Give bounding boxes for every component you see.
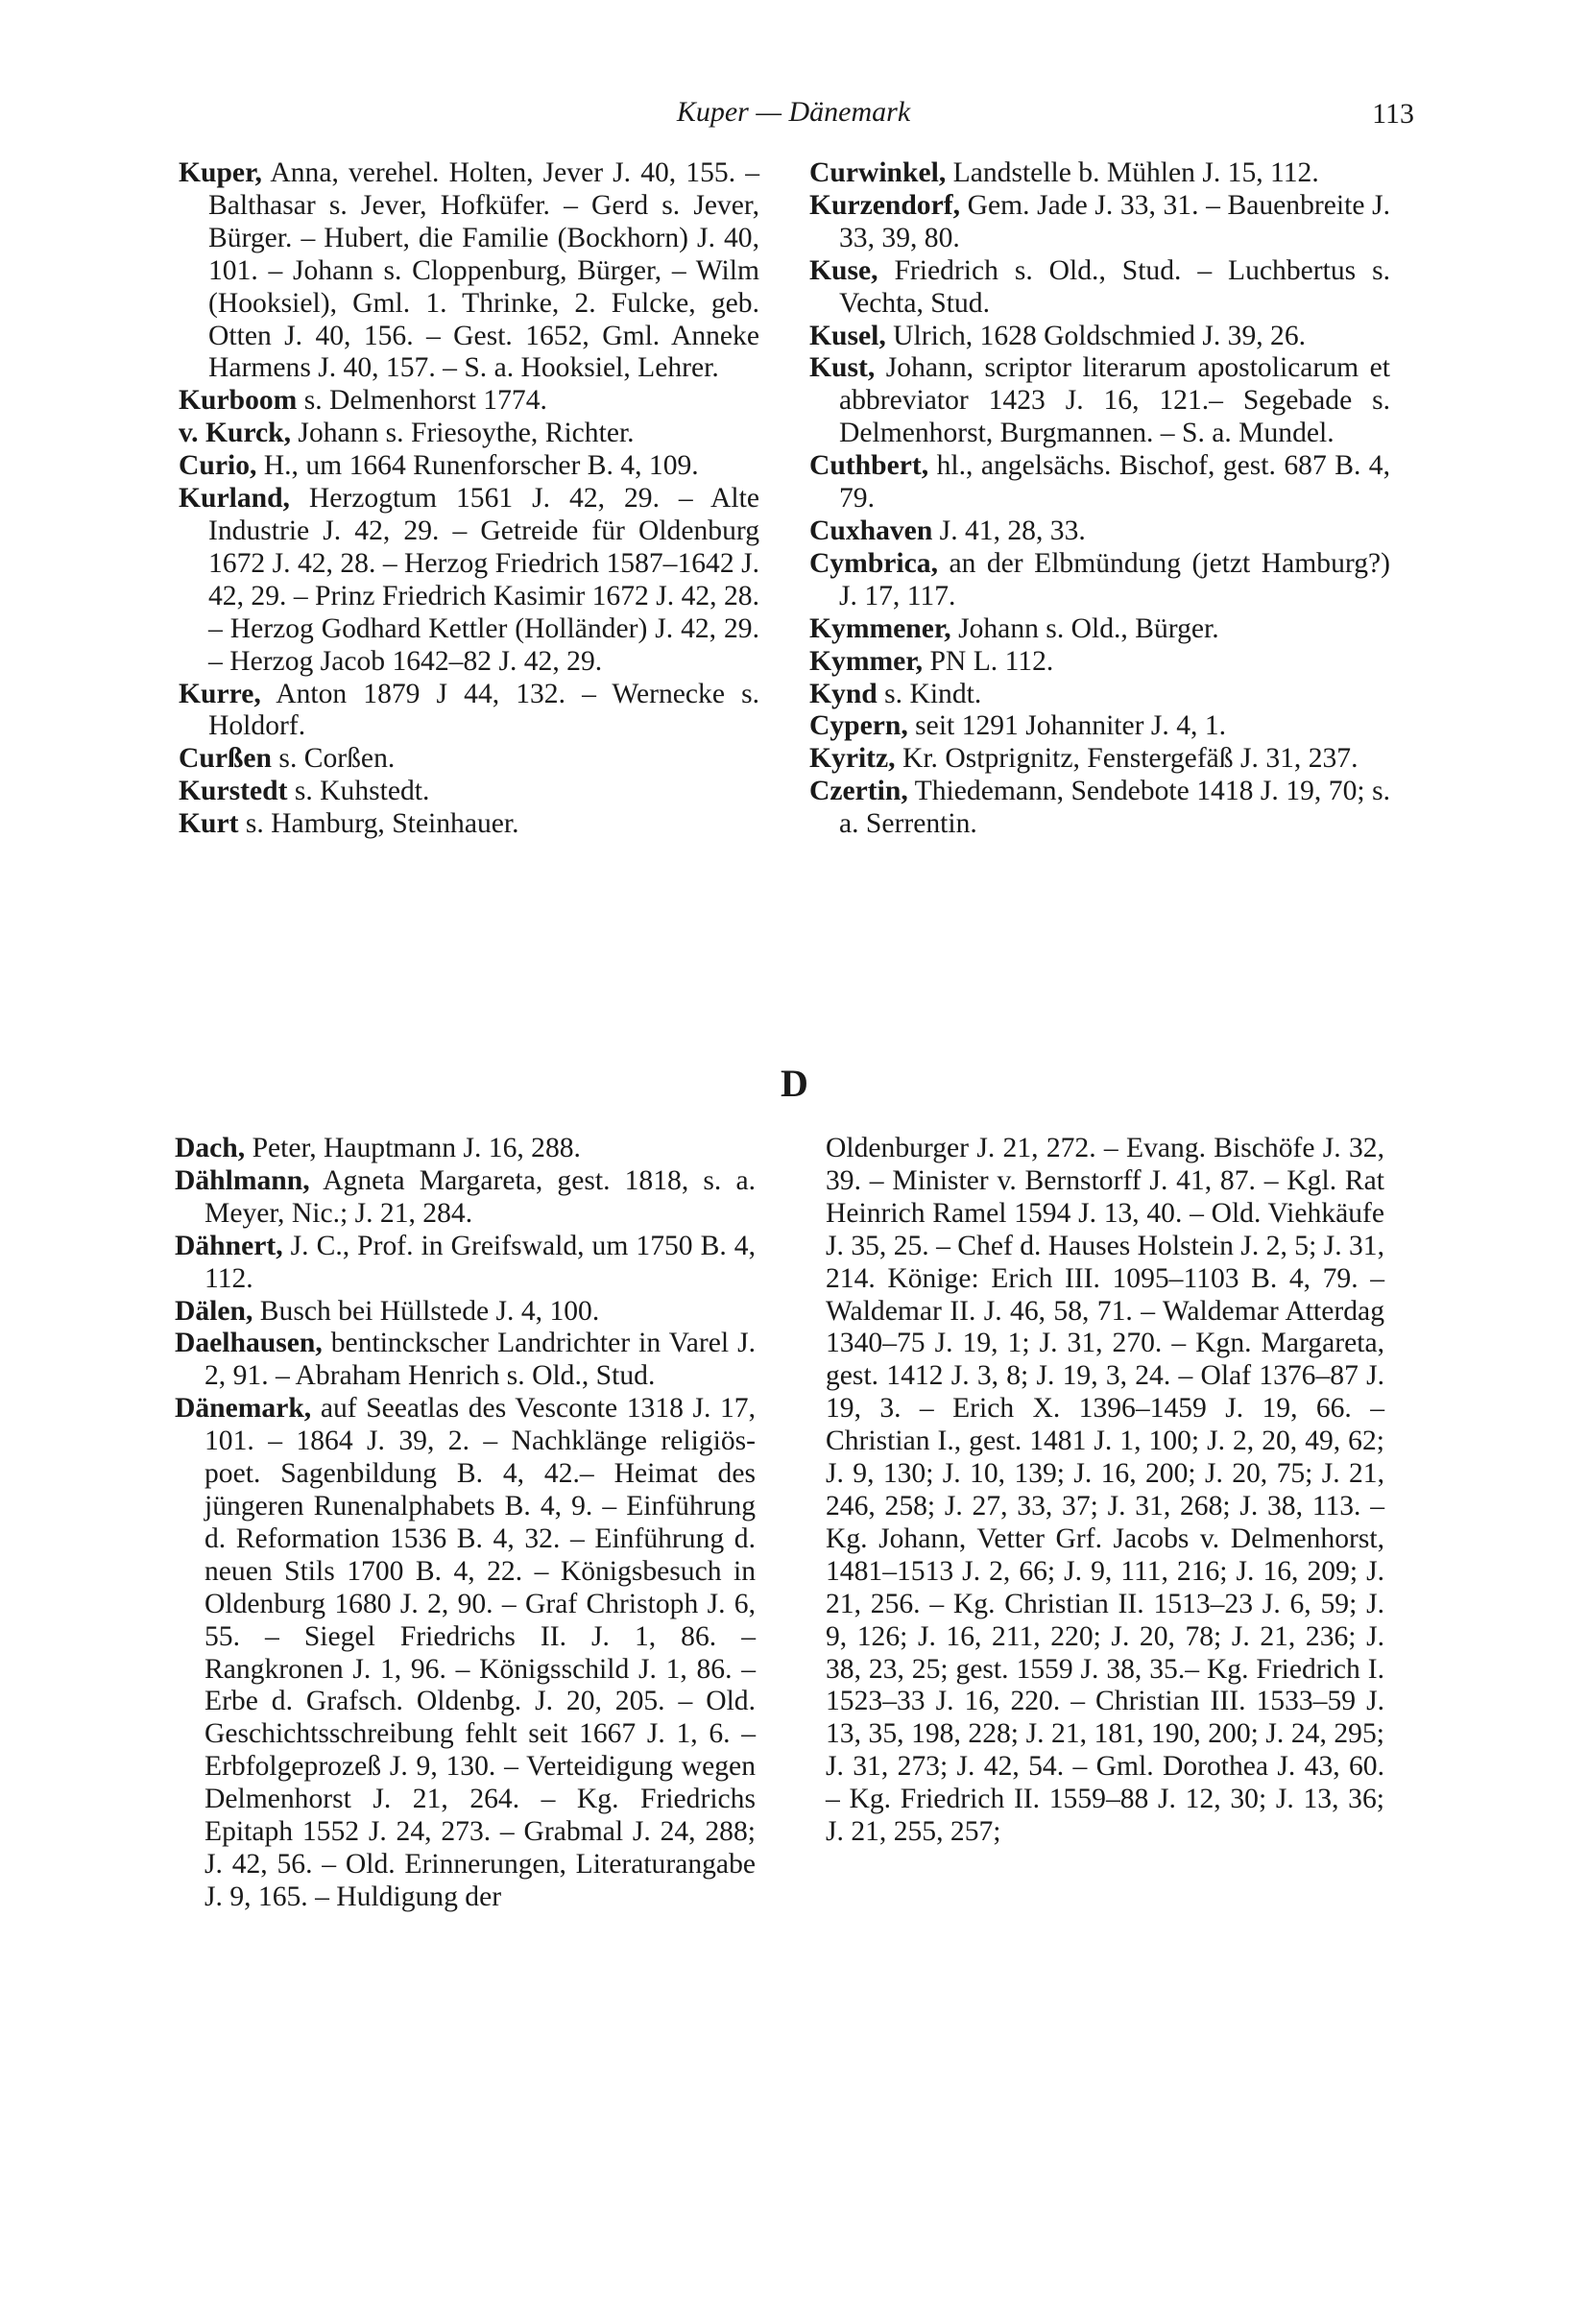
entry-text: Johann, scriptor literarum apostolicarum et abbreviator 1423 J. 16, 121.– Segebade s. Delmenhorst, Burgmannen. – S. a. Mundel. [839, 352, 1390, 449]
index-entry [179, 418, 759, 450]
entry-headword: Cymbrica, [809, 547, 938, 579]
entry-text: Ulrich, 1628 Goldschmied J. 39, 26. [885, 320, 1307, 351]
entry-headword: Kurre, [179, 678, 261, 709]
index-entry [809, 548, 1390, 613]
entry-text: Busch bei Hüllstede J. 4, 100. [252, 1295, 600, 1327]
entry-headword: Kynd [809, 678, 878, 709]
section-letter: D [781, 1062, 806, 1105]
index-entry [179, 483, 759, 678]
entry-text: J. C., Prof. in Greifswald, um 1750 B. 4, 112. [204, 1230, 756, 1294]
entry-text: Anna, verehel. Holten, Jever J. 40, 155. – Balthasar s. Jever, Hofküfer. – Gerd s. Jever, Bürger. – Hubert, die Familie (Bockhorn) J. 40, 101. – Johann s. Cloppenburg, Bürger, – Wilm (Hooksiel), Gml. 1. Thrinke, 2. Fulcke, geb. Otten J. 40, 156. – Gest. 1652, Gml. Anneke Harmens J. 40, 157. – S. a. Hooksiel, Lehrer. [208, 157, 759, 384]
index-entry [809, 776, 1390, 841]
entry-headword: Dähnert, [175, 1230, 283, 1261]
entry-text: Landstelle b. Mühlen J. 15, 112. [946, 157, 1319, 188]
entry-headword: Dänemark, [175, 1393, 312, 1425]
index-entry [809, 710, 1390, 743]
entry-text: s. Kuhstedt. [287, 776, 430, 807]
index-entry [175, 1328, 756, 1393]
entry-headword: Curßen [179, 743, 273, 775]
index-entry [809, 190, 1390, 255]
index-entry [809, 613, 1390, 646]
entry-text: auf Seeatlas des Vesconte 1318 J. 17, 101. – 1864 J. 39, 2. – Nachklänge religiös-poet. Sagenbildung B. 4, 42.– Heimat des jüngeren Runenalphabets B. 4, 9. – Einführung d. Reformation 1536 B. 4, 32. – Einführung d. neuen Stils 1700 B. 4, 22. – Königsbesuch in Oldenburg 1680 J. 2, 90. – Graf Christoph J. 6, 55. – Siegel Friedrichs II. J. 1, 86. – Rangkronen J. 1, 96. – Königsschild J. 1, 86. – Erbe d. Grafsch. Oldenbg. J. 20, 205. – Old. Geschichtsschreibung fehlt seit 1667 J. 1, 6. – Erbfolgeprozeß J. 9, 130. – Verteidigung wegen Delmenhorst J. 21, 264. – Kg. Friedrichs Epitaph 1552 J. 24, 273. – Grabmal J. 24, 288; J. 42, 56. – Old. Erinnerungen, Literaturangabe J. 9, 165. – Huldigung der [204, 1393, 756, 1912]
index-entry [809, 450, 1390, 515]
index-entry [175, 1231, 756, 1296]
index-entry [179, 808, 759, 841]
entry-headword: Dälen, [175, 1295, 253, 1327]
entry-headword: Dach, [175, 1133, 246, 1163]
index-entry [175, 1133, 756, 1165]
index-entry [179, 776, 759, 808]
index-entry [809, 646, 1390, 679]
entry-text: Herzogtum 1561 J. 42, 29. – Alte Industrie J. 42, 29. – Getreide für Oldenburg 1672 J. 42, 28. – Herzog Friedrich 1587–1642 J. 42, 29. – Prinz Friedrich Kasimir 1672 J. 42, 28. – Herzog Godhard Kettler (Holländer) J. 42, 29. – Herzog Jacob 1642–82 J. 42, 29. [208, 483, 759, 677]
index-entry [175, 1165, 756, 1231]
index-entry [809, 515, 1390, 548]
index-entry [175, 1296, 756, 1329]
entry-text: Gem. Jade J. 33, 31. – Bauenbreite J. 33, 39, 80. [839, 189, 1390, 253]
entry-text: an der Elbmündung (jetzt Hamburg?) J. 17, 117. [839, 547, 1390, 611]
entry-text: Peter, Hauptmann J. 16, 288. [245, 1133, 581, 1163]
entry-headword: Kurboom [179, 385, 298, 417]
entry-text: PN L. 112. [923, 645, 1054, 677]
entry-headword: Kuse, [809, 254, 878, 286]
index-entry [179, 157, 759, 385]
index-entry [179, 679, 759, 744]
entry-text: bentinckscher Landrichter in Varel J. 2, 91. – Abraham Henrich s. Old., Stud. [204, 1328, 756, 1392]
entry-headword: Kurland, [179, 483, 290, 515]
index-entry [179, 743, 759, 776]
entry-text: hl., angelsächs. Bischof, gest. 687 B. 4, 79. [839, 450, 1390, 515]
page-number: 113 [1372, 98, 1414, 130]
entry-text: seit 1291 Johanniter J. 4, 1. [907, 710, 1227, 742]
entry-text: H., um 1664 Runenforscher B. 4, 109. [256, 450, 699, 482]
index-entry [809, 157, 1390, 190]
index-entry [175, 1393, 756, 1914]
entry-text: Anton 1879 J 44, 132. – Wernecke s. Holdorf. [208, 678, 759, 742]
index-column-bottom-right [826, 1133, 1384, 1849]
entry-text: J. 41, 28, 33. [932, 515, 1086, 546]
entry-headword: Kurstedt [179, 776, 288, 807]
entry-headword: Kymmener, [809, 612, 951, 644]
entry-headword: Kuper, [179, 157, 262, 188]
index-entry [809, 679, 1390, 711]
entry-headword: Czertin, [809, 776, 908, 807]
index-entry [809, 352, 1390, 450]
entry-headword: Kurt [179, 808, 239, 840]
entry-headword: Cuxhaven [809, 515, 933, 546]
index-column-top-right [809, 157, 1390, 841]
entry-text: Johann s. Friesoythe, Richter. [291, 418, 635, 449]
entry-headword: Kurzendorf, [809, 189, 960, 221]
entry-text: s. Kindt. [877, 678, 982, 709]
index-column-top-left [179, 157, 759, 841]
index-entry [809, 321, 1390, 353]
entry-text: Oldenburger J. 21, 272. – Evang. Bischöfe J. 32, 39. – Minister v. Bernstorff J. 41, 87. – Kgl. Rat Heinrich Ramel 1594 J. 13, 40. – Old. Viehkäufe J. 35, 25. – Chef d. Hauses Holstein J. 2, 5; J. 31, 214. Könige: Erich III. 1095–1103 B. 4, 79. – Waldemar II. J. 46, 58, 71. – Waldemar Atterdag 1340–75 J. 19, 1; J. 31, 270. – Kgn. Margareta, gest. 1412 J. 3, 8; J. 19, 3, 24. – Olaf 1376–87 J. 19, 3. – Erich X. 1396–1459 J. 19, 66. – Christian I., gest. 1481 J. 1, 100; J. 2, 20, 49, 62; J. 9, 130; J. 10, 139; J. 16, 200; J. 20, 75; J. 21, 246, 258; J. 27, 33, 37; J. 31, 268; J. 38, 113. – Kg. Johann, Vetter Grf. Jacobs v. Delmenhorst, 1481–1513 J. 2, 66; J. 9, 111, 216; J. 16, 209; J. 21, 256. – Kg. Christian II. 1513–23 J. 6, 59; J. 9, 126; J. 16, 211, 220; J. 20, 78; J. 21, 236; J. 38, 23, 25; gest. 1559 J. 38, 35.– Kg. Friedrich I. 1523–33 J. 16, 220. – Christian III. 1533–59 J. 13, 35, 198, 228; J. 21, 181, 190, 200; J. 24, 295; J. 31, 273; J. 42, 54. – Gml. Dorothea J. 43, 60. – Kg. Friedrich II. 1559–88 J. 12, 30; J. 13, 36; J. 21, 255, 257; [826, 1133, 1384, 1848]
entry-headword: Dählmann, [175, 1164, 310, 1196]
entry-text: Johann s. Old., Bürger. [950, 612, 1219, 644]
entry-headword: Curwinkel, [809, 157, 947, 188]
entry-headword: Cuthbert, [809, 450, 929, 482]
index-entry [809, 743, 1390, 776]
entry-headword: Kymmer, [809, 645, 924, 677]
entry-headword: Curio, [179, 450, 257, 482]
entry-headword: Kust, [809, 352, 876, 384]
page-header [0, 96, 1587, 138]
entry-headword: Cypern, [809, 710, 908, 742]
entry-text: Kr. Ostprignitz, Fenstergefäß J. 31, 237. [895, 743, 1359, 775]
running-head: Kuper — Dänemark [676, 96, 911, 128]
entry-text: Thiedemann, Sendebote 1418 J. 19, 70; s. a. Serrentin. [839, 776, 1390, 840]
entry-text: Friedrich s. Old., Stud. – Luchbertus s. Vechta, Stud. [839, 254, 1390, 319]
entry-headword: Kyritz, [809, 743, 896, 775]
entry-headword: Kusel, [809, 320, 886, 351]
entry-text: s. Hamburg, Steinhauer. [238, 808, 519, 840]
index-entry [809, 255, 1390, 321]
entry-text: s. Corßen. [272, 743, 396, 775]
entry-text: Agneta Margareta, gest. 1818, s. a. Meyer, Nic.; J. 21, 284. [204, 1164, 756, 1229]
entry-headword: Daelhausen, [175, 1328, 323, 1359]
index-entry [179, 450, 759, 483]
index-column-bottom-left [175, 1133, 756, 1914]
index-entry [826, 1133, 1384, 1849]
entry-text: s. Delmenhorst 1774. [297, 385, 547, 417]
entry-headword: v. Kurck, [179, 418, 292, 449]
index-entry [179, 385, 759, 418]
